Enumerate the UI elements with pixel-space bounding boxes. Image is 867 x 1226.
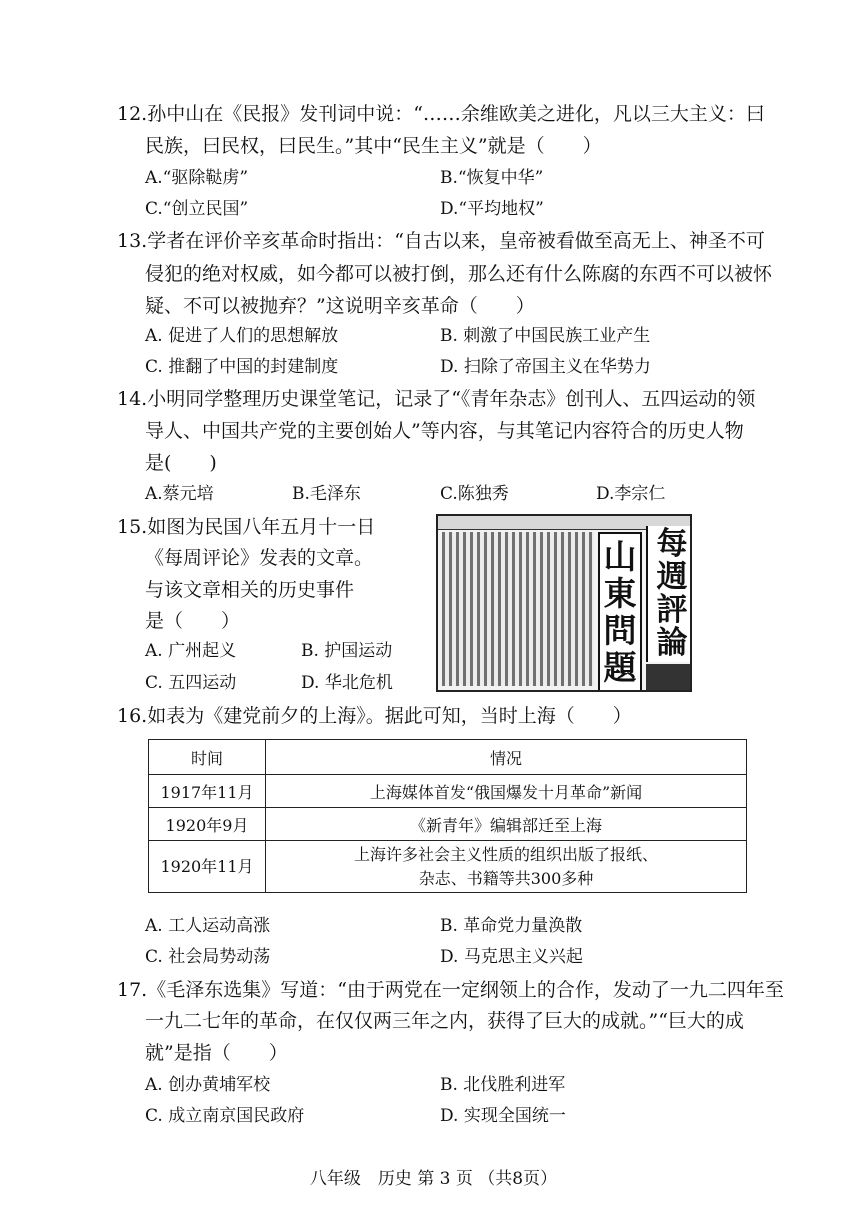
option-d[interactable]: D.李宗仁	[596, 484, 666, 504]
question-14-line-1: 14.小明同学整理历史课堂笔记，记录了“《青年杂志》创刊人、五四运动的领	[117, 388, 756, 410]
option-c[interactable]: C. 推翻了中国的封建制度	[145, 357, 339, 377]
newspaper-article-text	[442, 532, 594, 686]
option-a[interactable]: A.“驱除鞑虏”	[145, 168, 249, 188]
option-b[interactable]: B. 刺激了中国民族工业产生	[440, 326, 651, 346]
option-b[interactable]: B. 护国运动	[301, 641, 393, 661]
question-15-line-4: 是（ ）	[145, 610, 241, 632]
question-12-line-2: 民族，曰民权，曰民生。”其中“民生主义”就是（ ）	[145, 135, 602, 157]
table-cell-line: 上海许多社会主义性质的组织出版了报纸、	[353, 844, 658, 864]
newspaper-masthead-box	[646, 526, 692, 662]
history-table	[148, 739, 747, 893]
option-c[interactable]: C.“创立民国”	[145, 199, 249, 219]
option-a[interactable]: A. 创办黄埔军校	[145, 1075, 271, 1095]
option-d[interactable]: D. 实现全国统一	[440, 1106, 566, 1126]
option-c[interactable]: C. 成立南京国民政府	[145, 1106, 305, 1126]
newspaper-headline: 山東問題	[603, 537, 637, 687]
question-15-line-2: 《每周评论》发表的文章。	[145, 547, 374, 569]
table-cell-time: 1920年9月	[149, 808, 266, 841]
option-b[interactable]: B.“恢复中华”	[440, 168, 544, 188]
option-a[interactable]: A.蔡元培	[145, 484, 214, 504]
table-row	[149, 808, 747, 841]
question-17-line-2: 一九二七年的革命，在仅仅两三年之内，获得了巨大的成就。”“巨大的成	[145, 1010, 744, 1032]
option-d[interactable]: D. 扫除了帝国主义在华势力	[440, 357, 651, 377]
option-c[interactable]: C. 社会局势动荡	[145, 947, 271, 967]
table-row	[149, 841, 747, 893]
option-b[interactable]: B. 北伐胜利进军	[440, 1075, 566, 1095]
question-13-line-3: 疑、不可以被抛弃？”这说明辛亥革命（ ）	[145, 295, 535, 317]
table-header-row	[149, 740, 747, 775]
newspaper-headline-box	[598, 532, 642, 692]
option-d[interactable]: D. 马克思主义兴起	[440, 947, 583, 967]
table-header-time: 时间	[149, 740, 266, 775]
question-17-line-1: 17.《毛泽东选集》写道：“由于两党在一定纲领上的合作，发动了一九二四年至	[117, 979, 784, 1001]
question-17-line-3: 就”是指（ ）	[145, 1042, 288, 1064]
option-b[interactable]: B. 革命党力量涣散	[440, 916, 583, 936]
question-15-line-1: 15.如图为民国八年五月十一日	[117, 516, 376, 538]
option-d[interactable]: D.“平均地权”	[440, 199, 544, 219]
question-16-line-1: 16.如表为《建党前夕的上海》。据此可知，当时上海（ ）	[117, 705, 632, 727]
table-cell-time: 1920年11月	[149, 841, 266, 893]
option-c[interactable]: C.陈独秀	[440, 484, 509, 504]
table-cell-time: 1917年11月	[149, 775, 266, 808]
option-a[interactable]: A. 促进了人们的思想解放	[145, 326, 339, 346]
option-a[interactable]: A. 工人运动高涨	[145, 916, 271, 936]
question-13-line-1: 13.学者在评价辛亥革命时指出：“自古以来，皇帝被看做至高无上、神圣不可	[117, 230, 765, 252]
table-cell-line: 杂志、书籍等共300多种	[418, 868, 594, 888]
table-header-situation: 情况	[266, 740, 747, 775]
question-14-line-3: 是( )	[145, 452, 217, 474]
option-a[interactable]: A. 广州起义	[145, 641, 237, 661]
newspaper-figure	[436, 514, 692, 692]
option-b[interactable]: B.毛泽东	[292, 484, 361, 504]
question-15-line-3: 与该文章相关的历史事件	[145, 579, 355, 601]
option-d[interactable]: D. 华北危机	[301, 673, 393, 693]
table-cell-situation: 上海媒体首发“俄国爆发十月革命”新闻	[266, 775, 747, 808]
table-cell-situation	[266, 841, 747, 893]
table-row	[149, 775, 747, 808]
table-cell-situation: 《新青年》编辑部迁至上海	[266, 808, 747, 841]
page-footer: 八年级 历史 第 3 页 （共8页）	[309, 1169, 558, 1189]
question-13-line-2: 侵犯的绝对权威，如今都可以被打倒，那么还有什么陈腐的东西不可以被怀	[145, 263, 773, 285]
option-c[interactable]: C. 五四运动	[145, 673, 237, 693]
newspaper-masthead: 每週評論	[656, 526, 688, 661]
question-12-line-1: 12.孙中山在《民报》发刊词中说：“……余维欧美之进化，凡以三大主义：曰	[117, 103, 765, 125]
question-14-line-2: 导人、中国共产党的主要创始人”等内容，与其笔记内容符合的历史人物	[145, 420, 744, 442]
newspaper-footer-block	[646, 664, 692, 690]
